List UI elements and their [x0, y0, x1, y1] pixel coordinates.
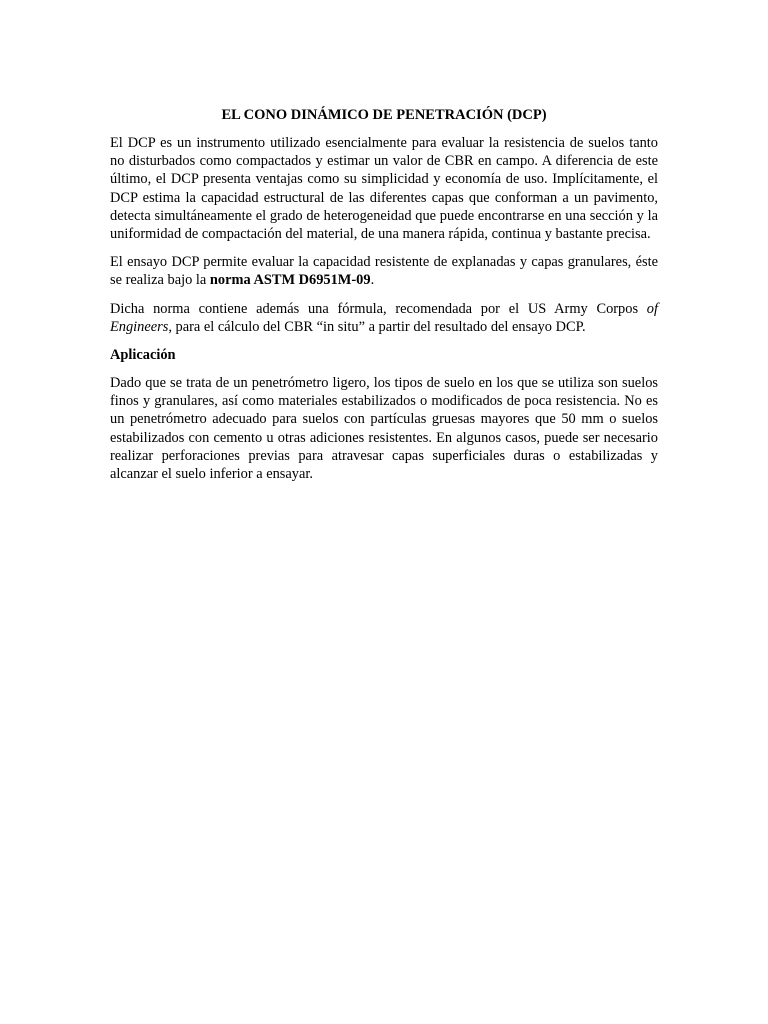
paragraph-astm-end: .: [370, 272, 375, 289]
paragraph-intro: El DCP es un instrumento utilizado esencialmente para evaluar la resistencia de suelos tanto no disturbados como compactados y estimar un valor de CBR en campo. A diferencia de este último, el DCP presenta ventajas como su simplicidad y economía de uso. Implícitamente, el DCP estima la capacidad estructural de las diferentes capas que conforman a un pavimento, detecta simultáneamente el grado de heterogeneidad que puede encontrarse en una sección y la uniformidad de compactación del material, de una manera rápida, continua y bastante precisa.: [110, 135, 658, 243]
section-heading-aplicacion: Aplicación: [110, 347, 176, 364]
engineers-italic: of Engineers: [110, 300, 658, 335]
paragraph-formula-text: Dicha norma contiene además una fórmula, recomendada por el US Army Corpos: [110, 300, 647, 317]
paragraph-astm: [110, 253, 658, 289]
paragraph-formula-end: , para el cálculo del CBR “in situ” a partir del resultado del ensayo DCP.: [168, 318, 586, 335]
document-title: EL CONO DINÁMICO DE PENETRACIÓN (DCP): [221, 107, 547, 123]
paragraph-formula: [110, 300, 658, 336]
paragraph-aplicacion: Dado que se trata de un penetrómetro ligero, los tipos de suelo en los que se utiliza son suelos finos y granulares, así como materiales estabilizados o modificados de poca resistencia. No es un penetrómetro adecuado para suelos con partículas gruesas mayores que 50 mm o suelos estabilizados con cemento u otras adiciones resistentes. En algunos casos, puede ser necesario realizar perforaciones previas para atravesar capas superficiales duras o estabilizadas y alcanzar el suelo inferior a ensayar.: [110, 375, 658, 483]
astm-norma-bold: norma ASTM D6951M-09: [209, 272, 371, 289]
paragraph-astm-text: El ensayo DCP permite evaluar la capacidad resistente de explanadas y capas granulares, éste se realiza bajo la: [110, 254, 658, 289]
document-page: [110, 106, 658, 493]
